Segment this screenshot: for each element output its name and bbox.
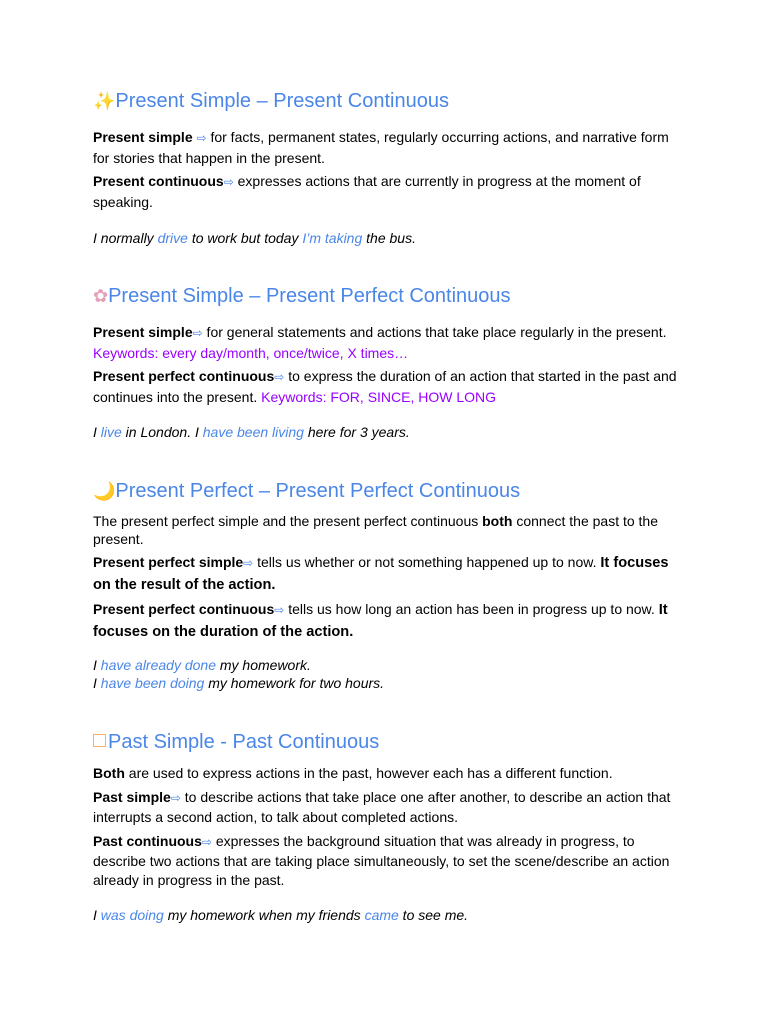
section-heading — [93, 89, 683, 114]
example-sentence — [93, 423, 683, 443]
keywords: Keywords: every day/month, once/twice, X times… — [93, 344, 409, 361]
example-sentence — [93, 657, 683, 675]
example-verb: drive — [157, 230, 188, 246]
section-present-simple-continuous — [93, 89, 683, 249]
example-text: here for 3 years. — [303, 424, 410, 440]
term: Present continuous — [93, 173, 224, 189]
definition: tells us how long an action has been in progress up to now. — [284, 601, 659, 617]
paragraph — [93, 128, 683, 168]
paragraph — [93, 788, 683, 828]
intro-emphasis: Both — [93, 765, 125, 781]
definition: to express the duration of an action that started in the past and continues into the present. — [93, 368, 677, 405]
square-icon — [93, 734, 106, 747]
section-heading — [93, 730, 683, 754]
paragraph — [93, 552, 683, 596]
term: Present perfect continuous — [93, 368, 275, 384]
example-text: my homework for two hours. — [204, 674, 385, 691]
example-text: in London. I — [121, 424, 203, 440]
example-text: the bus. — [362, 230, 416, 246]
definition: expresses the background situation that was already in progress, to describe two actions that are taking place simultaneously, to set the scene/describe an action already in progress in the past. — [93, 832, 670, 888]
example-verb: live — [100, 424, 122, 440]
example-text: I — [93, 906, 101, 923]
arrow-icon: ⇨ — [274, 603, 285, 617]
arrow-icon: ⇨ — [196, 131, 207, 145]
example-verb: have already done — [100, 657, 216, 673]
arrow-icon: ⇨ — [243, 556, 254, 570]
focus-statement: It focuses on the duration of the action. — [93, 602, 668, 640]
paragraph — [93, 172, 683, 212]
term: Present perfect continuous — [93, 601, 275, 617]
paragraph — [93, 323, 683, 363]
term: Past continuous — [93, 832, 202, 849]
arrow-icon: ⇨ — [201, 834, 212, 849]
arrow-icon: ⇨ — [170, 790, 181, 805]
arrow-icon: ⇨ — [192, 326, 203, 340]
arrow-icon: ⇨ — [274, 370, 285, 384]
flower-icon: ✿ — [93, 286, 109, 307]
term: Present simple — [93, 324, 193, 340]
example-text: to work but today — [187, 230, 303, 246]
definition: for facts, permanent states, regularly occurring actions, and narrative form for stories that happen in the present. — [93, 129, 669, 166]
term: Present perfect simple — [93, 554, 244, 570]
section-present-perfect-continuous — [93, 479, 683, 692]
keywords: Keywords: FOR, SINCE, HOW LONG — [261, 388, 497, 405]
definition: expresses actions that are currently in progress at the moment of speaking. — [93, 173, 641, 210]
section-title: Present Perfect – Present Perfect Continuous — [115, 480, 521, 502]
paragraph — [93, 832, 683, 890]
section-heading — [93, 284, 683, 309]
paragraph — [93, 512, 683, 548]
section-title: Present Simple – Present Perfect Continuous — [108, 285, 511, 307]
example-text: to see me. — [398, 906, 469, 923]
section-past-simple-continuous — [93, 730, 683, 925]
section-heading — [93, 479, 683, 504]
term: Past simple — [93, 788, 171, 805]
example-verb: came — [364, 906, 399, 923]
example-text: my homework. — [215, 657, 311, 673]
focus-statement: It focuses on the result of the action. — [93, 555, 669, 593]
intro-text: connect the past to the present. — [93, 513, 658, 547]
definition: tells us whether or not something happened up to now. — [253, 554, 601, 570]
definition: to describe actions that take place one after another, to describe an action that interrupts a second action, to talk about completed actions. — [93, 788, 671, 825]
section-title: Present Simple – Present Continuous — [115, 90, 449, 112]
example-verb: have been doing — [100, 674, 205, 691]
example-verb: was doing — [100, 906, 164, 923]
intro-text: are used to express actions in the past, however each has a different function. — [124, 765, 613, 781]
example-text: I — [93, 657, 101, 673]
example-sentence — [93, 675, 683, 693]
example-verb: have been living — [202, 424, 304, 440]
paragraph — [93, 367, 683, 407]
paragraph — [93, 764, 683, 784]
example-verb: I’m taking — [302, 230, 363, 246]
section-title: Past Simple - Past Continuous — [108, 731, 380, 753]
term: Present simple — [93, 129, 193, 145]
sparkles-icon: ✨ — [93, 91, 116, 112]
example-text: I normally — [93, 230, 158, 246]
example-text: my homework when my friends — [163, 906, 365, 923]
example-text: I — [93, 424, 101, 440]
moon-icon: 🌙 — [93, 481, 116, 502]
intro-text: The present perfect simple and the present perfect continuous — [93, 513, 483, 529]
section-present-simple-perfect-continuous — [93, 284, 683, 443]
definition: for general statements and actions that take place regularly in the present. — [202, 324, 667, 340]
example-text: I — [93, 674, 101, 691]
paragraph — [93, 599, 683, 643]
intro-emphasis: both — [482, 513, 513, 529]
arrow-icon: ⇨ — [223, 175, 234, 189]
example-sentence — [93, 229, 683, 249]
example-sentence — [93, 906, 683, 926]
